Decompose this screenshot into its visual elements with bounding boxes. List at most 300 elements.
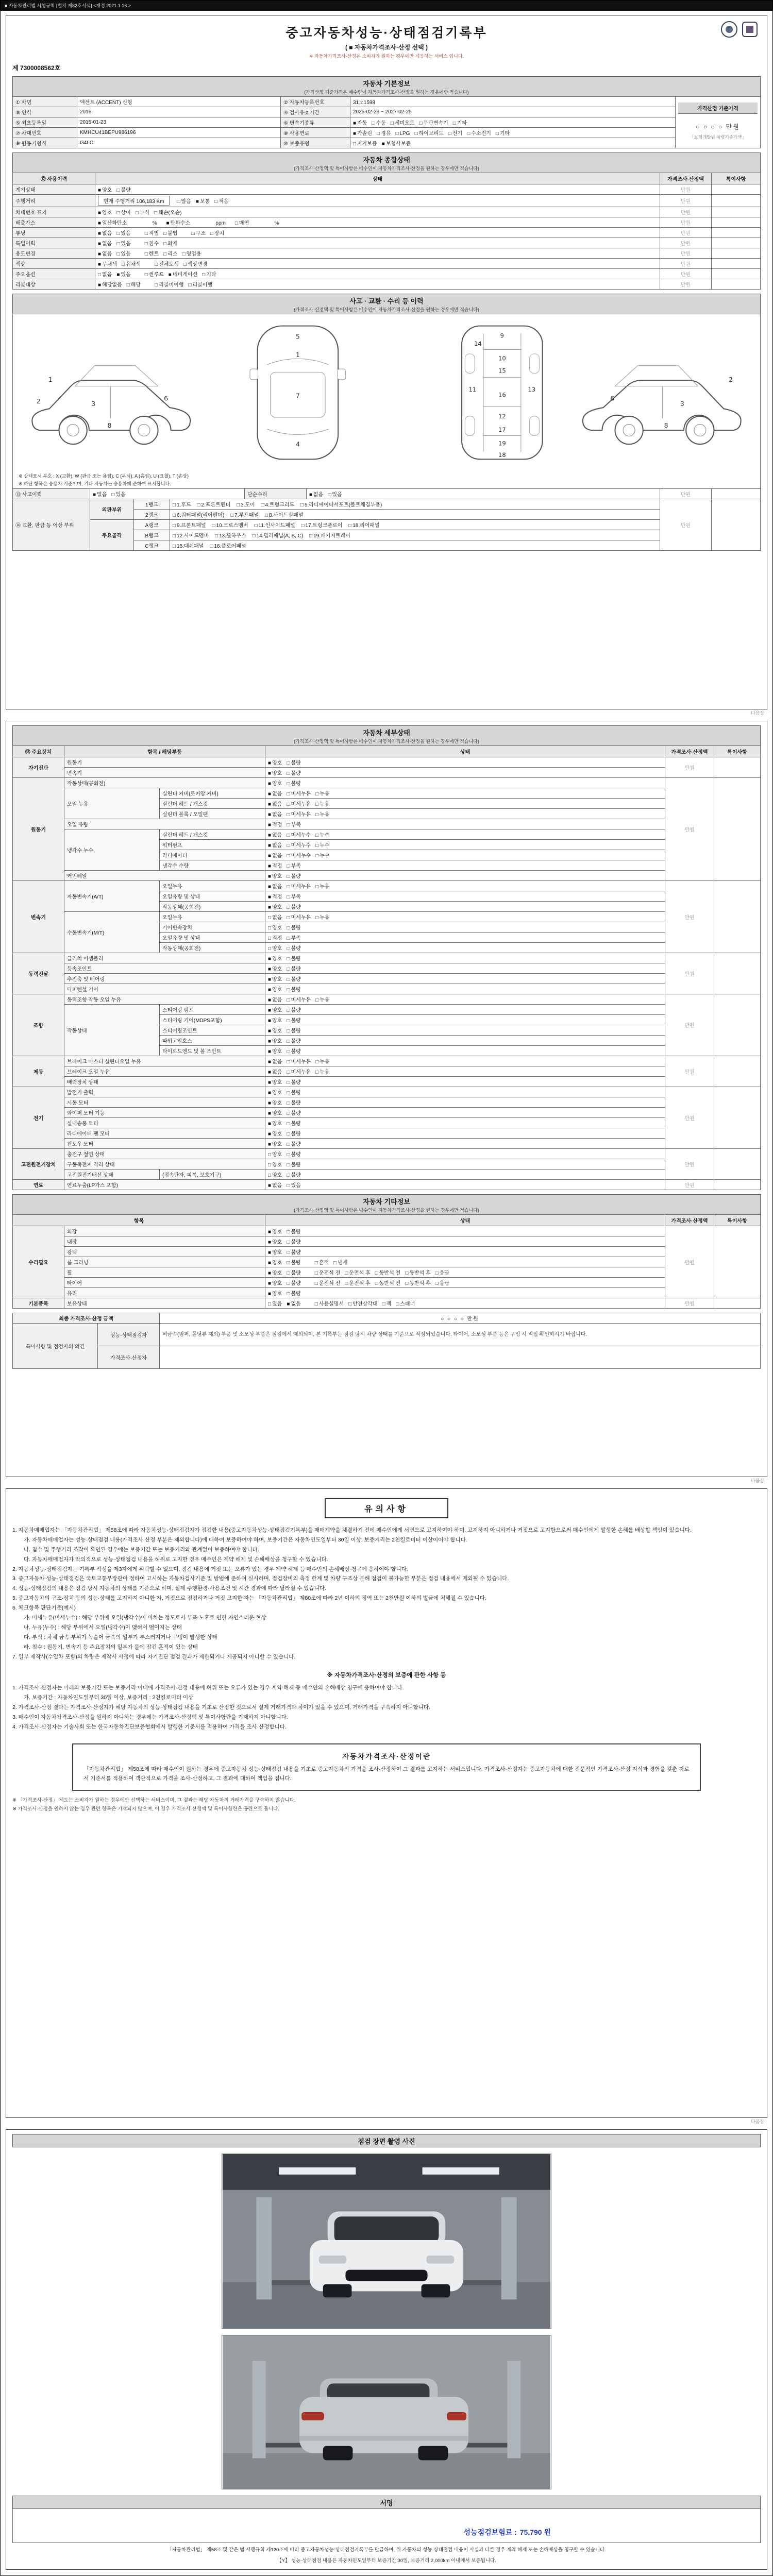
unchecked-checkbox[interactable]: □ 잭 (382, 1301, 392, 1307)
checkbox-icon[interactable]: ■ (268, 1100, 272, 1106)
unchecked-checkbox[interactable]: □ 불량 (287, 1250, 301, 1256)
unchecked-checkbox[interactable]: □ 누유 (315, 791, 330, 797)
checkbox-icon[interactable]: □ (173, 513, 176, 518)
unchecked-checkbox[interactable]: □ 없음 (268, 915, 282, 921)
unchecked-checkbox[interactable]: □ 7.루프패널 (230, 513, 259, 518)
checkbox-icon[interactable]: □ (287, 956, 290, 962)
checkbox-icon[interactable]: □ (315, 1059, 319, 1065)
unchecked-checkbox[interactable]: □ 불량 (116, 188, 131, 193)
checkbox-icon[interactable]: □ (116, 188, 120, 193)
checkbox-icon[interactable]: □ (287, 843, 290, 849)
checked-checkbox[interactable]: ■ 있음 (116, 272, 131, 278)
unchecked-checkbox[interactable]: □ 불량 (287, 1131, 301, 1137)
unchecked-checkbox[interactable]: □ 8.사이드실패널 (264, 513, 304, 518)
unchecked-checkbox[interactable]: □ 수동 (372, 121, 386, 126)
checked-checkbox[interactable]: ■ 양호 (268, 1049, 282, 1055)
unchecked-checkbox[interactable]: □ 누유 (315, 997, 330, 1003)
checkbox-icon[interactable]: □ (467, 131, 470, 137)
checkbox-icon[interactable]: □ (348, 523, 352, 529)
checkbox-icon[interactable]: ■ (268, 1059, 272, 1065)
checked-checkbox[interactable]: ■ 양호 (268, 760, 282, 766)
checkbox-icon[interactable]: □ (287, 894, 290, 900)
checked-checkbox[interactable]: ■ 없음 (98, 251, 112, 257)
checkbox-icon[interactable]: ■ (381, 141, 385, 147)
checked-checkbox[interactable]: ■ 양호 (268, 1229, 282, 1235)
checked-checkbox[interactable]: ■ 무채색 (98, 262, 117, 267)
checked-checkbox[interactable]: ■ 양호 (268, 1131, 282, 1137)
checkbox-icon[interactable]: □ (315, 997, 319, 1003)
unchecked-checkbox[interactable]: □ 불량 (287, 1291, 301, 1297)
unchecked-checkbox[interactable]: □ 안전삼각대 (348, 1301, 378, 1307)
checkbox-icon[interactable]: □ (495, 131, 499, 137)
unchecked-checkbox[interactable]: □ 기타 (452, 121, 467, 126)
checked-checkbox[interactable]: ■ 없음 (93, 492, 107, 498)
checkbox-icon[interactable]: □ (116, 231, 120, 236)
unchecked-checkbox[interactable]: □ 불량 (287, 925, 301, 931)
checkbox-icon[interactable]: □ (261, 502, 264, 508)
checkbox-icon[interactable]: ■ (166, 221, 170, 226)
checkbox-icon[interactable]: ■ (268, 863, 272, 869)
checkbox-icon[interactable]: ■ (268, 884, 272, 890)
checkbox-icon[interactable]: □ (287, 925, 290, 931)
unchecked-checkbox[interactable]: □ 불량 (287, 1142, 301, 1147)
checkbox-icon[interactable]: ■ (268, 894, 272, 900)
checkbox-icon[interactable]: ■ (98, 210, 102, 216)
unchecked-checkbox[interactable]: □ 누수 (315, 853, 330, 859)
checkbox-icon[interactable]: ■ (268, 1183, 272, 1189)
unchecked-checkbox[interactable]: □ 구조 (191, 231, 206, 236)
checkbox-icon[interactable]: □ (98, 272, 102, 278)
unchecked-checkbox[interactable]: □ 있음 (116, 241, 131, 247)
unchecked-checkbox[interactable]: □ 응급 (435, 1281, 450, 1286)
unchecked-checkbox[interactable]: □ 양호 (268, 1152, 282, 1158)
checkbox-icon[interactable]: □ (155, 282, 158, 288)
checked-checkbox[interactable]: ■ 일산화탄소 (98, 221, 127, 226)
checkbox-icon[interactable]: □ (287, 1260, 290, 1266)
unchecked-checkbox[interactable]: □ 침수 (144, 241, 159, 247)
unchecked-checkbox[interactable]: □ 미세누유 (287, 1059, 311, 1065)
checkbox-icon[interactable]: □ (405, 1270, 409, 1276)
checkbox-icon[interactable]: □ (435, 1270, 439, 1276)
checkbox-icon[interactable]: □ (287, 781, 290, 787)
unchecked-checkbox[interactable]: □ 누유 (315, 802, 330, 807)
checkbox-icon[interactable]: □ (234, 221, 238, 226)
unchecked-checkbox[interactable]: □ 불량 (287, 967, 301, 972)
unchecked-checkbox[interactable]: □ 사용설명서 (314, 1301, 344, 1307)
checkbox-icon[interactable]: □ (268, 915, 272, 921)
unchecked-checkbox[interactable]: □ 불량 (287, 1028, 301, 1034)
unchecked-checkbox[interactable]: □ 경유 (377, 131, 391, 137)
checkbox-icon[interactable]: ■ (168, 272, 172, 278)
checked-checkbox[interactable]: ■ 적정 (268, 863, 282, 869)
unchecked-checkbox[interactable]: □ LPG (395, 131, 410, 137)
checkbox-icon[interactable]: □ (287, 822, 290, 828)
checked-checkbox[interactable]: ■ 양호 (268, 1008, 282, 1013)
checkbox-icon[interactable]: ■ (268, 1111, 272, 1116)
unchecked-checkbox[interactable]: □ 있음 (287, 1183, 301, 1189)
unchecked-checkbox[interactable]: □ 9.프론트패널 (173, 523, 206, 529)
checkbox-icon[interactable]: □ (268, 1162, 272, 1168)
checked-checkbox[interactable]: ■ 양호 (268, 977, 282, 982)
checkbox-icon[interactable]: □ (315, 802, 319, 807)
checkbox-icon[interactable]: □ (252, 533, 256, 539)
unchecked-checkbox[interactable]: □ 5.라디에이터서포트(볼트체결부품) (300, 502, 382, 508)
checkbox-icon[interactable]: □ (287, 1152, 290, 1158)
checkbox-icon[interactable]: □ (287, 1070, 290, 1075)
checkbox-icon[interactable]: □ (309, 533, 313, 539)
checked-checkbox[interactable]: ■ 적정 (268, 894, 282, 900)
unchecked-checkbox[interactable]: □ 불량 (287, 1008, 301, 1013)
unchecked-checkbox[interactable]: □ 누유 (315, 1070, 330, 1075)
checkbox-icon[interactable]: □ (287, 791, 290, 797)
unchecked-checkbox[interactable]: □ 미세누유 (287, 791, 311, 797)
unchecked-checkbox[interactable]: □ 부족 (287, 863, 301, 869)
unchecked-checkbox[interactable]: □ 응급 (435, 1270, 450, 1276)
unchecked-checkbox[interactable]: □ 불량 (287, 1018, 301, 1024)
checked-checkbox[interactable]: ■ 없음 (98, 231, 112, 236)
checked-checkbox[interactable]: ■ 양호 (268, 1260, 282, 1266)
checkbox-icon[interactable]: □ (287, 1049, 290, 1055)
unchecked-checkbox[interactable]: □ 기타 (495, 131, 510, 137)
unchecked-checkbox[interactable]: □ 있음 (116, 251, 131, 257)
checkbox-icon[interactable]: ■ (268, 977, 272, 982)
checked-checkbox[interactable]: ■ 양호 (268, 987, 282, 993)
checkbox-icon[interactable]: ■ (98, 282, 102, 288)
unchecked-checkbox[interactable]: □ 전체도색 (155, 262, 179, 267)
unchecked-checkbox[interactable]: □ 스패너 (396, 1301, 415, 1307)
unchecked-checkbox[interactable]: □ 양호 (268, 1173, 282, 1178)
checkbox-icon[interactable]: □ (214, 199, 218, 205)
checkbox-icon[interactable]: □ (315, 915, 319, 921)
checked-checkbox[interactable]: ■ 양호 (98, 188, 112, 193)
unchecked-checkbox[interactable]: □ 매연 (234, 221, 249, 226)
checkbox-icon[interactable]: □ (144, 241, 148, 247)
unchecked-checkbox[interactable]: □ 누수 (315, 833, 330, 838)
checkbox-icon[interactable]: ■ (268, 1260, 272, 1266)
checkbox-icon[interactable]: □ (287, 1059, 290, 1065)
unchecked-checkbox[interactable]: □ 불량 (287, 977, 301, 982)
checked-checkbox[interactable]: ■ 네비게이션 (168, 272, 198, 278)
unchecked-checkbox[interactable]: □ 3.도어 (236, 502, 255, 508)
checkbox-icon[interactable]: □ (287, 802, 290, 807)
checkbox-icon[interactable]: ■ (268, 1049, 272, 1055)
checkbox-icon[interactable]: □ (287, 1028, 290, 1034)
unchecked-checkbox[interactable]: □ 16.플로어패널 (210, 544, 246, 549)
checkbox-icon[interactable]: □ (287, 1250, 290, 1256)
checkbox-icon[interactable]: ■ (98, 221, 102, 226)
checkbox-icon[interactable]: □ (144, 231, 148, 236)
checkbox-icon[interactable]: □ (177, 199, 180, 205)
checkbox-icon[interactable]: ■ (268, 1270, 272, 1276)
checkbox-icon[interactable]: □ (163, 231, 167, 236)
unchecked-checkbox[interactable]: □ 4.트렁크리드 (261, 502, 295, 508)
checkbox-icon[interactable]: ■ (268, 997, 272, 1003)
unchecked-checkbox[interactable]: □ 불량 (287, 1240, 301, 1245)
checkbox-icon[interactable]: □ (315, 1070, 319, 1075)
checkbox-icon[interactable]: ■ (98, 251, 102, 257)
checkbox-icon[interactable]: □ (287, 853, 290, 859)
unchecked-checkbox[interactable]: □ 훼손(오손) (154, 210, 182, 216)
unchecked-checkbox[interactable]: □ 동반석 전 (375, 1270, 401, 1276)
checkbox-icon[interactable]: ■ (268, 1121, 272, 1127)
checkbox-icon[interactable]: □ (268, 925, 272, 931)
unchecked-checkbox[interactable]: □ 운전석 후 (345, 1281, 371, 1286)
unchecked-checkbox[interactable]: □ 17.트렁크플로어 (301, 523, 343, 529)
checkbox-icon[interactable]: □ (287, 1173, 290, 1178)
checkbox-icon[interactable]: □ (314, 1270, 318, 1276)
unchecked-checkbox[interactable]: □ 2.프론트펜더 (197, 502, 231, 508)
unchecked-checkbox[interactable]: □ 렌트 (144, 251, 159, 257)
unchecked-checkbox[interactable]: □ 6.쿼터패널(리어펜더) (173, 513, 225, 518)
unchecked-checkbox[interactable]: □ 미세누수 (287, 853, 311, 859)
checkbox-icon[interactable]: ■ (268, 822, 272, 828)
unchecked-checkbox[interactable]: □ 불량 (287, 760, 301, 766)
checked-checkbox[interactable]: ■ 없음 (268, 791, 282, 797)
unchecked-checkbox[interactable]: □ 적법 (144, 231, 159, 236)
checkbox-icon[interactable]: ■ (268, 833, 272, 838)
checkbox-icon[interactable]: ■ (268, 1018, 272, 1024)
checkbox-icon[interactable]: □ (333, 1260, 337, 1266)
checked-checkbox[interactable]: ■ 보통 (195, 199, 210, 205)
unchecked-checkbox[interactable]: □ 불량 (287, 1270, 301, 1276)
checkbox-icon[interactable]: □ (144, 251, 148, 257)
checkbox-icon[interactable]: ■ (268, 1142, 272, 1147)
unchecked-checkbox[interactable]: □ 많음 (177, 199, 191, 205)
checkbox-icon[interactable]: □ (191, 231, 195, 236)
checkbox-icon[interactable]: □ (287, 915, 290, 921)
checkbox-icon[interactable]: □ (287, 1039, 290, 1044)
checkbox-icon[interactable]: □ (315, 812, 319, 818)
unchecked-checkbox[interactable]: □ 영업용 (182, 251, 201, 257)
checkbox-icon[interactable]: □ (345, 1281, 348, 1286)
unchecked-checkbox[interactable]: □ 썬루프 (144, 272, 164, 278)
checkbox-icon[interactable]: ■ (353, 121, 357, 126)
unchecked-checkbox[interactable]: □ 전기 (448, 131, 463, 137)
checkbox-icon[interactable]: □ (202, 272, 206, 278)
unchecked-checkbox[interactable]: □ 불량 (287, 1039, 301, 1044)
checked-checkbox[interactable]: ■ 양호 (268, 1291, 282, 1297)
unchecked-checkbox[interactable]: □ 불량 (287, 1229, 301, 1235)
unchecked-checkbox[interactable]: □ 누유 (315, 915, 330, 921)
checked-checkbox[interactable]: ■ 양호 (268, 1250, 282, 1256)
checkbox-icon[interactable]: □ (144, 272, 148, 278)
unchecked-checkbox[interactable]: □ 미세누유 (287, 884, 311, 890)
checkbox-icon[interactable]: □ (287, 1291, 290, 1297)
unchecked-checkbox[interactable]: □ 누유 (315, 884, 330, 890)
unchecked-checkbox[interactable]: □ 장치 (210, 231, 225, 236)
checkbox-icon[interactable]: □ (382, 1301, 385, 1307)
checkbox-icon[interactable]: □ (287, 1121, 290, 1127)
unchecked-checkbox[interactable]: □ 불량 (287, 1162, 301, 1168)
checkbox-icon[interactable]: □ (300, 502, 304, 508)
checked-checkbox[interactable]: ■ 없음 (268, 853, 282, 859)
unchecked-checkbox[interactable]: □ 화재 (163, 241, 178, 247)
checked-checkbox[interactable]: ■ 양호 (268, 1121, 282, 1127)
unchecked-checkbox[interactable]: □ 미세누수 (287, 843, 311, 849)
checkbox-icon[interactable]: ■ (268, 1291, 272, 1297)
checkbox-icon[interactable]: □ (210, 544, 213, 549)
checkbox-icon[interactable]: □ (287, 1142, 290, 1147)
unchecked-checkbox[interactable]: □ 미세누수 (287, 833, 311, 838)
checkbox-icon[interactable]: ■ (268, 1090, 272, 1096)
checkbox-icon[interactable]: □ (396, 1301, 399, 1307)
checked-checkbox[interactable]: ■ 양호 (268, 1039, 282, 1044)
checkbox-icon[interactable]: □ (116, 210, 120, 216)
checked-checkbox[interactable]: ■ 양호 (268, 874, 282, 879)
unchecked-checkbox[interactable]: □ 불량 (287, 1090, 301, 1096)
checkbox-icon[interactable]: □ (116, 241, 120, 247)
checked-checkbox[interactable]: ■ 없음 (268, 833, 282, 838)
unchecked-checkbox[interactable]: □ 19.패키지트레이 (309, 533, 351, 539)
checked-checkbox[interactable]: ■ 양호 (268, 1111, 282, 1116)
checked-checkbox[interactable]: ■ 탄화수소 (166, 221, 191, 226)
checkbox-icon[interactable]: ■ (268, 874, 272, 879)
checkbox-icon[interactable]: □ (182, 251, 186, 257)
unchecked-checkbox[interactable]: □ 불량 (287, 1260, 301, 1266)
checkbox-icon[interactable]: □ (264, 513, 268, 518)
checkbox-icon[interactable]: □ (287, 1162, 290, 1168)
unchecked-checkbox[interactable]: □ 불량 (287, 1080, 301, 1086)
checkbox-icon[interactable]: ■ (268, 1250, 272, 1256)
checkbox-icon[interactable]: □ (287, 905, 290, 910)
unchecked-checkbox[interactable]: □ 불량 (287, 1152, 301, 1158)
checked-checkbox[interactable]: ■ 없음 (268, 812, 282, 818)
checkbox-icon[interactable]: □ (268, 1173, 272, 1178)
checked-checkbox[interactable]: ■ 양호 (268, 1028, 282, 1034)
checkbox-icon[interactable]: □ (345, 1270, 348, 1276)
checkbox-icon[interactable]: □ (287, 1131, 290, 1137)
checkbox-icon[interactable]: ■ (195, 199, 199, 205)
checkbox-icon[interactable]: □ (287, 1240, 290, 1245)
checkbox-icon[interactable]: □ (315, 843, 319, 849)
checkbox-icon[interactable]: □ (230, 513, 234, 518)
checkbox-icon[interactable]: ■ (93, 492, 96, 498)
checkbox-icon[interactable]: □ (435, 1281, 439, 1286)
unchecked-checkbox[interactable]: □ 있음 (116, 231, 131, 236)
checkbox-icon[interactable]: □ (287, 1270, 290, 1276)
unchecked-checkbox[interactable]: □ 양호 (268, 946, 282, 952)
checkbox-icon[interactable]: □ (236, 502, 240, 508)
unchecked-checkbox[interactable]: □ 미세누유 (287, 1070, 311, 1075)
unchecked-checkbox[interactable]: □ 불법 (163, 231, 178, 236)
unchecked-checkbox[interactable]: □ 미세누유 (287, 802, 311, 807)
checkbox-icon[interactable]: □ (287, 760, 290, 766)
checkbox-icon[interactable]: □ (448, 131, 451, 137)
checkbox-icon[interactable]: □ (173, 502, 176, 508)
checkbox-icon[interactable]: ■ (268, 1281, 272, 1286)
checked-checkbox[interactable]: ■ 양호 (268, 771, 282, 776)
unchecked-checkbox[interactable]: □ 누수 (315, 843, 330, 849)
checked-checkbox[interactable]: ■ 양호 (268, 1100, 282, 1106)
checkbox-icon[interactable]: ■ (268, 1028, 272, 1034)
checkbox-icon[interactable]: □ (353, 141, 357, 147)
checkbox-icon[interactable]: ■ (98, 231, 102, 236)
checkbox-icon[interactable]: □ (395, 131, 399, 137)
checked-checkbox[interactable]: ■ 양호 (268, 956, 282, 962)
checkbox-icon[interactable]: ■ (268, 781, 272, 787)
checkbox-icon[interactable]: □ (287, 812, 290, 818)
unchecked-checkbox[interactable]: □ 부족 (287, 936, 301, 941)
checked-checkbox[interactable]: ■ 양호 (268, 905, 282, 910)
unchecked-checkbox[interactable]: □ 적음 (214, 199, 229, 205)
checked-checkbox[interactable]: ■ 없음 (268, 1070, 282, 1075)
checkbox-icon[interactable]: □ (287, 833, 290, 838)
checkbox-icon[interactable]: □ (375, 1270, 378, 1276)
checkbox-icon[interactable]: □ (390, 121, 394, 126)
checkbox-icon[interactable]: □ (287, 1111, 290, 1116)
checked-checkbox[interactable]: ■ 양호 (268, 1090, 282, 1096)
unchecked-checkbox[interactable]: □ 리콜이행 (188, 282, 213, 288)
checkbox-icon[interactable]: □ (287, 936, 290, 941)
checkbox-icon[interactable]: ■ (268, 987, 272, 993)
checked-checkbox[interactable]: ■ 양호 (268, 1240, 282, 1245)
checked-checkbox[interactable]: ■ 없음 (268, 884, 282, 890)
checkbox-icon[interactable]: □ (163, 241, 167, 247)
checked-checkbox[interactable]: ■ 적정 (268, 822, 282, 828)
checkbox-icon[interactable]: □ (287, 874, 290, 879)
unchecked-checkbox[interactable]: □ 15.대쉬패널 (173, 544, 204, 549)
unchecked-checkbox[interactable]: □ 18.리어패널 (348, 523, 380, 529)
checkbox-icon[interactable]: □ (287, 1183, 290, 1189)
checkbox-icon[interactable]: ■ (268, 1008, 272, 1013)
checked-checkbox[interactable]: ■ 해당없음 (98, 282, 122, 288)
checked-checkbox[interactable]: ■ 양호 (268, 967, 282, 972)
checkbox-icon[interactable]: □ (287, 967, 290, 972)
checkbox-icon[interactable]: □ (414, 131, 418, 137)
checkbox-icon[interactable]: □ (126, 282, 130, 288)
unchecked-checkbox[interactable]: □ 불량 (287, 1281, 301, 1286)
checkbox-icon[interactable]: □ (287, 1008, 290, 1013)
unchecked-checkbox[interactable]: □ 불량 (287, 956, 301, 962)
unchecked-checkbox[interactable]: □ 미세누유 (287, 812, 311, 818)
unchecked-checkbox[interactable]: □ 누유 (315, 1059, 330, 1065)
unchecked-checkbox[interactable]: □ 양호 (268, 925, 282, 931)
checkbox-icon[interactable]: □ (212, 523, 215, 529)
checkbox-icon[interactable]: □ (173, 523, 176, 529)
unchecked-checkbox[interactable]: □ 13.휠하우스 (215, 533, 246, 539)
checked-checkbox[interactable]: ■ 없음 (309, 492, 324, 498)
checked-checkbox[interactable]: ■ 보험사보증 (381, 141, 411, 147)
checkbox-icon[interactable]: □ (268, 1301, 272, 1307)
unchecked-checkbox[interactable]: □ 기타 (202, 272, 216, 278)
unchecked-checkbox[interactable]: □ 10.크로스멤버 (212, 523, 248, 529)
unchecked-checkbox[interactable]: □ 불량 (287, 874, 301, 879)
unchecked-checkbox[interactable]: □ 상이 (116, 210, 131, 216)
checked-checkbox[interactable]: ■ 양호 (98, 210, 112, 216)
unchecked-checkbox[interactable]: □ 리콜미이행 (155, 282, 184, 288)
unchecked-checkbox[interactable]: □ 불량 (287, 1111, 301, 1116)
checkbox-icon[interactable]: □ (287, 884, 290, 890)
checkbox-icon[interactable]: ■ (287, 1301, 290, 1307)
checked-checkbox[interactable]: ■ 없음 (98, 241, 112, 247)
checkbox-icon[interactable]: ■ (98, 188, 102, 193)
unchecked-checkbox[interactable]: □ 있음 (328, 492, 342, 498)
unchecked-checkbox[interactable]: □ 냄새 (333, 1260, 348, 1266)
unchecked-checkbox[interactable]: □ 수소전기 (467, 131, 491, 137)
checkbox-icon[interactable]: □ (173, 544, 176, 549)
checkbox-icon[interactable]: □ (155, 262, 158, 267)
checkbox-icon[interactable]: ■ (353, 131, 357, 137)
checkbox-icon[interactable]: ■ (268, 1070, 272, 1075)
checkbox-icon[interactable]: □ (287, 1281, 290, 1286)
checkbox-icon[interactable]: □ (377, 131, 380, 137)
checked-checkbox[interactable]: ■ 없음 (287, 1301, 301, 1307)
checked-checkbox[interactable]: ■ 양호 (268, 1080, 282, 1086)
unchecked-checkbox[interactable]: □ 리스 (163, 251, 178, 257)
unchecked-checkbox[interactable]: □ 부족 (287, 822, 301, 828)
unchecked-checkbox[interactable]: □ 누유 (315, 812, 330, 818)
checkbox-icon[interactable]: □ (314, 1301, 318, 1307)
